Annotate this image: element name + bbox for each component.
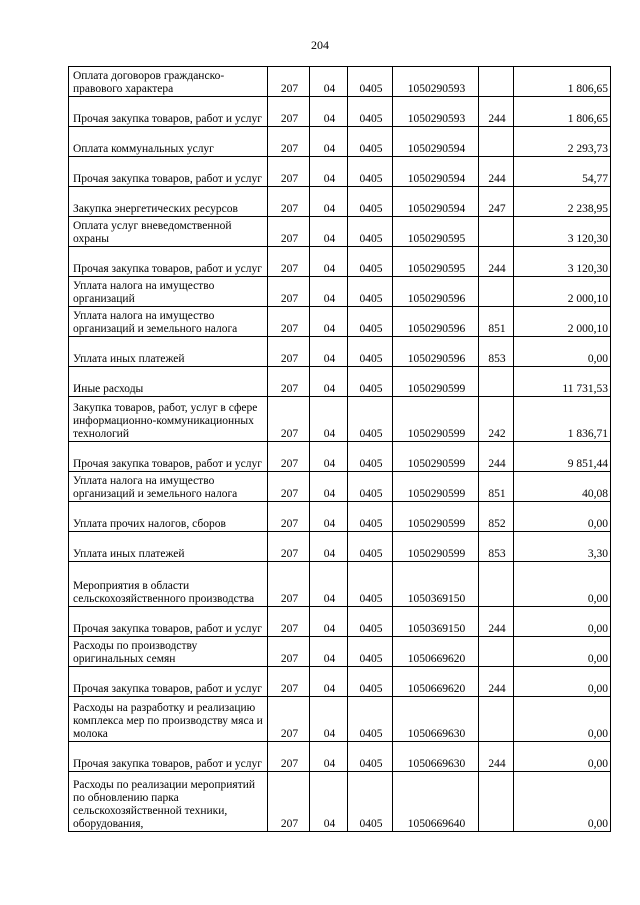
row-target-article-code: 1050290596: [393, 307, 479, 337]
row-subsection-code: 0405: [348, 397, 393, 442]
table-row: [69, 442, 611, 472]
row-amount: 0,00: [514, 742, 611, 772]
row-target-article-code: 1050290599: [393, 502, 479, 532]
row-ved-code: 207: [268, 772, 310, 832]
row-amount: 0,00: [514, 697, 611, 742]
row-subsection-code: 0405: [348, 367, 393, 397]
row-expense-type-code: [479, 562, 514, 607]
row-target-article-code: 1050290599: [393, 397, 479, 442]
row-name: Уплата налога на имущество организаций и земельного налога: [69, 472, 268, 502]
row-section-code: 04: [310, 187, 348, 217]
row-expense-type-code: 851: [479, 472, 514, 502]
row-subsection-code: 0405: [348, 607, 393, 637]
row-subsection-code: 0405: [348, 502, 393, 532]
row-section-code: 04: [310, 637, 348, 667]
row-ved-code: 207: [268, 697, 310, 742]
row-amount: 0,00: [514, 637, 611, 667]
row-amount: 1 806,65: [514, 97, 611, 127]
row-expense-type-code: [479, 697, 514, 742]
row-amount: 3 120,30: [514, 217, 611, 247]
row-ved-code: 207: [268, 502, 310, 532]
row-subsection-code: 0405: [348, 217, 393, 247]
row-amount: 0,00: [514, 562, 611, 607]
row-ved-code: 207: [268, 607, 310, 637]
row-subsection-code: 0405: [348, 157, 393, 187]
row-expense-type-code: [479, 772, 514, 832]
row-expense-type-code: 853: [479, 532, 514, 562]
row-amount: 0,00: [514, 772, 611, 832]
row-subsection-code: 0405: [348, 337, 393, 367]
row-section-code: 04: [310, 532, 348, 562]
row-subsection-code: 0405: [348, 97, 393, 127]
table-row: [69, 157, 611, 187]
row-ved-code: 207: [268, 532, 310, 562]
row-name: Прочая закупка товаров, работ и услуг: [69, 742, 268, 772]
row-expense-type-code: [479, 637, 514, 667]
table-row: [69, 307, 611, 337]
row-section-code: 04: [310, 367, 348, 397]
row-amount: 9 851,44: [514, 442, 611, 472]
row-subsection-code: 0405: [348, 637, 393, 667]
row-name: Расходы на разработку и реализацию комплекса мер по производству мяса и молока: [69, 697, 268, 742]
row-section-code: 04: [310, 667, 348, 697]
row-amount: 2 000,10: [514, 307, 611, 337]
table-row: [69, 502, 611, 532]
row-name: Расходы по производству оригинальных семян: [69, 637, 268, 667]
table-row: [69, 187, 611, 217]
row-expense-type-code: 852: [479, 502, 514, 532]
row-section-code: 04: [310, 277, 348, 307]
row-name: Оплата договоров гражданско-правового характера: [69, 67, 268, 97]
row-name: Расходы по реализации мероприятий по обновлению парка сельскохозяйственной техники, оборудования,: [69, 772, 268, 832]
row-section-code: 04: [310, 67, 348, 97]
row-expense-type-code: 851: [479, 307, 514, 337]
row-subsection-code: 0405: [348, 67, 393, 97]
table-row: [69, 532, 611, 562]
table-row: [69, 637, 611, 667]
row-expense-type-code: 244: [479, 442, 514, 472]
row-name: Уплата прочих налогов, сборов: [69, 502, 268, 532]
row-target-article-code: 1050290594: [393, 157, 479, 187]
table-row: [69, 607, 611, 637]
row-section-code: 04: [310, 742, 348, 772]
row-expense-type-code: [479, 127, 514, 157]
row-name: Закупка товаров, работ, услуг в сфере информационно-коммуникационных технологий: [69, 397, 268, 442]
row-ved-code: 207: [268, 187, 310, 217]
row-section-code: 04: [310, 607, 348, 637]
row-target-article-code: 1050290599: [393, 442, 479, 472]
row-target-article-code: 1050290596: [393, 337, 479, 367]
row-section-code: 04: [310, 562, 348, 607]
row-section-code: 04: [310, 337, 348, 367]
row-section-code: 04: [310, 772, 348, 832]
row-expense-type-code: [479, 367, 514, 397]
row-ved-code: 207: [268, 442, 310, 472]
row-section-code: 04: [310, 442, 348, 472]
row-subsection-code: 0405: [348, 187, 393, 217]
row-target-article-code: 1050669620: [393, 667, 479, 697]
row-target-article-code: 1050369150: [393, 562, 479, 607]
row-name: Прочая закупка товаров, работ и услуг: [69, 607, 268, 637]
row-ved-code: 207: [268, 337, 310, 367]
table-row: [69, 697, 611, 742]
row-section-code: 04: [310, 247, 348, 277]
row-expense-type-code: 244: [479, 607, 514, 637]
table-row: [69, 667, 611, 697]
row-subsection-code: 0405: [348, 697, 393, 742]
row-name: Прочая закупка товаров, работ и услуг: [69, 97, 268, 127]
row-ved-code: 207: [268, 667, 310, 697]
row-subsection-code: 0405: [348, 277, 393, 307]
row-target-article-code: 1050290596: [393, 277, 479, 307]
row-subsection-code: 0405: [348, 247, 393, 277]
row-name: Прочая закупка товаров, работ и услуг: [69, 442, 268, 472]
row-ved-code: 207: [268, 307, 310, 337]
row-target-article-code: 1050290595: [393, 247, 479, 277]
table-row: [69, 127, 611, 157]
row-ved-code: 207: [268, 217, 310, 247]
row-section-code: 04: [310, 307, 348, 337]
row-subsection-code: 0405: [348, 562, 393, 607]
table-row: [69, 472, 611, 502]
row-name: Прочая закупка товаров, работ и услуг: [69, 667, 268, 697]
row-amount: 1 806,65: [514, 67, 611, 97]
row-target-article-code: 1050290599: [393, 367, 479, 397]
row-target-article-code: 1050290594: [393, 127, 479, 157]
row-section-code: 04: [310, 217, 348, 247]
row-target-article-code: 1050290593: [393, 67, 479, 97]
table-row: [69, 247, 611, 277]
row-section-code: 04: [310, 472, 348, 502]
row-amount: 2 238,95: [514, 187, 611, 217]
table-row: [69, 67, 611, 97]
row-expense-type-code: 244: [479, 97, 514, 127]
budget-table-body: [69, 67, 611, 832]
table-row: [69, 397, 611, 442]
table-row: [69, 337, 611, 367]
table-row: [69, 217, 611, 247]
row-name: Мероприятия в области сельскохозяйственного производства: [69, 562, 268, 607]
row-subsection-code: 0405: [348, 127, 393, 157]
row-ved-code: 207: [268, 562, 310, 607]
row-ved-code: 207: [268, 67, 310, 97]
row-name: Оплата коммунальных услуг: [69, 127, 268, 157]
row-amount: 3 120,30: [514, 247, 611, 277]
row-ved-code: 207: [268, 157, 310, 187]
row-amount: 2 000,10: [514, 277, 611, 307]
row-amount: 11 731,53: [514, 367, 611, 397]
row-target-article-code: 1050290599: [393, 532, 479, 562]
row-name: Уплата иных платежей: [69, 532, 268, 562]
row-section-code: 04: [310, 97, 348, 127]
row-expense-type-code: [479, 67, 514, 97]
row-ved-code: 207: [268, 472, 310, 502]
row-amount: 0,00: [514, 502, 611, 532]
row-ved-code: 207: [268, 127, 310, 157]
row-ved-code: 207: [268, 397, 310, 442]
table-row: [69, 277, 611, 307]
row-name: Прочая закупка товаров, работ и услуг: [69, 247, 268, 277]
row-expense-type-code: 244: [479, 742, 514, 772]
row-expense-type-code: [479, 217, 514, 247]
row-subsection-code: 0405: [348, 667, 393, 697]
row-expense-type-code: 853: [479, 337, 514, 367]
row-target-article-code: 1050369150: [393, 607, 479, 637]
row-amount: 0,00: [514, 337, 611, 367]
row-amount: 2 293,73: [514, 127, 611, 157]
row-target-article-code: 1050290593: [393, 97, 479, 127]
row-subsection-code: 0405: [348, 532, 393, 562]
row-expense-type-code: 244: [479, 247, 514, 277]
page-number: 204: [311, 38, 329, 52]
row-amount: 3,30: [514, 532, 611, 562]
row-ved-code: 207: [268, 247, 310, 277]
row-section-code: 04: [310, 697, 348, 742]
row-subsection-code: 0405: [348, 772, 393, 832]
row-section-code: 04: [310, 127, 348, 157]
row-subsection-code: 0405: [348, 472, 393, 502]
row-expense-type-code: [479, 277, 514, 307]
row-target-article-code: 1050290594: [393, 187, 479, 217]
table-row: [69, 367, 611, 397]
row-ved-code: 207: [268, 637, 310, 667]
row-name: Уплата налога на имущество организаций: [69, 277, 268, 307]
row-expense-type-code: 244: [479, 667, 514, 697]
row-section-code: 04: [310, 502, 348, 532]
row-section-code: 04: [310, 157, 348, 187]
row-amount: 0,00: [514, 667, 611, 697]
row-target-article-code: 1050669620: [393, 637, 479, 667]
row-target-article-code: 1050290599: [393, 472, 479, 502]
row-ved-code: 207: [268, 742, 310, 772]
row-expense-type-code: 244: [479, 157, 514, 187]
row-name: Иные расходы: [69, 367, 268, 397]
row-amount: 40,08: [514, 472, 611, 502]
table-row: [69, 97, 611, 127]
row-amount: 1 836,71: [514, 397, 611, 442]
row-target-article-code: 1050290595: [393, 217, 479, 247]
row-target-article-code: 1050669630: [393, 697, 479, 742]
table-row: [69, 562, 611, 607]
row-ved-code: 207: [268, 367, 310, 397]
table-row: [69, 742, 611, 772]
row-amount: 0,00: [514, 607, 611, 637]
row-name: Уплата иных платежей: [69, 337, 268, 367]
row-expense-type-code: 242: [479, 397, 514, 442]
row-target-article-code: 1050669640: [393, 772, 479, 832]
row-name: Прочая закупка товаров, работ и услуг: [69, 157, 268, 187]
row-name: Оплата услуг вневедомственной охраны: [69, 217, 268, 247]
row-amount: 54,77: [514, 157, 611, 187]
row-ved-code: 207: [268, 277, 310, 307]
row-target-article-code: 1050669630: [393, 742, 479, 772]
budget-table: [68, 66, 611, 832]
row-name: Уплата налога на имущество организаций и земельного налога: [69, 307, 268, 337]
row-subsection-code: 0405: [348, 307, 393, 337]
row-name: Закупка энергетических ресурсов: [69, 187, 268, 217]
row-subsection-code: 0405: [348, 742, 393, 772]
row-ved-code: 207: [268, 97, 310, 127]
table-row: [69, 772, 611, 832]
row-expense-type-code: 247: [479, 187, 514, 217]
row-subsection-code: 0405: [348, 442, 393, 472]
row-section-code: 04: [310, 397, 348, 442]
